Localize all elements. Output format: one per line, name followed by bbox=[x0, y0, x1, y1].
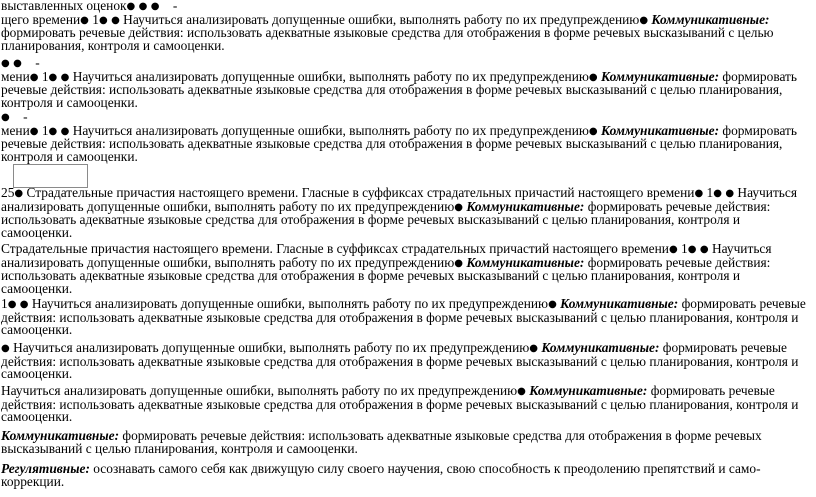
bullet-icon: ● bbox=[517, 386, 526, 397]
bullet-icon: ● bbox=[14, 188, 24, 199]
bullet-icon: ● bbox=[111, 14, 120, 26]
bullet-icon: ● bbox=[60, 71, 70, 83]
text-block-8 bbox=[1, 385, 812, 424]
number: 1 bbox=[92, 11, 99, 27]
learn-text: Научиться анализировать допущенные ошибки, выполнять работу по их предупреждению bbox=[1, 241, 772, 270]
bullet-icon: ● bbox=[713, 188, 722, 199]
line-text: щего времени bbox=[1, 11, 81, 27]
number: 1 bbox=[1, 296, 8, 311]
communicative-text: формировать речевые действия: использовать адекватные языковые средства для отображения в форме речевых высказываний с целью планирования, контроля и самооценки. bbox=[1, 25, 774, 53]
communicative-text: формировать речевые действия: использовать адекватные языковые средства для отображения в форме речевых высказываний с целью планирования, контроля и самооценки. bbox=[1, 68, 798, 110]
learn-text: Научиться анализировать допущенные ошибки, выполнять работу по их предупреждению bbox=[72, 68, 589, 84]
number: 1 bbox=[681, 241, 688, 256]
communicative-text: формировать речевые действия: использовать адекватные языковые средства для отображения в форме речевых высказываний с целью планирования, контроля и самооценки. bbox=[1, 254, 771, 296]
dash: - bbox=[35, 55, 40, 70]
lesson-topic: Страдательные причастия настоящего времени. Гласные в суффиксах страдательных причастий настоящего времени bbox=[26, 185, 695, 200]
communicative-text: формировать речевые действия: использовать адекватные языковые средства для отображения в форме речевых высказываний с целью планирования, контроля и самооценки. bbox=[1, 122, 798, 164]
bullet-icon: ● bbox=[126, 1, 136, 12]
regulatory-label: Регулятивные: bbox=[1, 461, 90, 476]
learn-text: Научиться анализировать допущенные ошибки, выполнять работу по их предупреждению bbox=[13, 340, 530, 355]
text-block-1 bbox=[1, 0, 812, 52]
bullet-icon: ● bbox=[668, 244, 678, 255]
line-text: выставленных оценок bbox=[1, 0, 127, 13]
bullet-icon: ● bbox=[694, 188, 704, 199]
bullet-icon: ● bbox=[699, 244, 709, 255]
dash: - bbox=[23, 109, 28, 124]
text-block-6 bbox=[1, 298, 812, 337]
bullet-icon: ● bbox=[60, 125, 70, 137]
bullet-icon: ● bbox=[639, 14, 649, 26]
communicative-text: формировать речевые действия: использовать адекватные языковые средства для отображения в форме речевых высказываний с целью планирования, контроля и самооценки. bbox=[1, 296, 806, 338]
communicative-label: Коммуникативные: bbox=[601, 68, 720, 84]
communicative-text: формировать речевые действия: использовать адекватные языковые средства для отображения в форме речевых высказываний с целью планирования, контроля и самооценки. bbox=[1, 198, 771, 240]
line-text: мени bbox=[1, 68, 30, 84]
bullet-icon: ● bbox=[150, 1, 160, 12]
lesson-topic: Страдательные причастия настоящего времени. Гласные в суффиксах страдательных причастий настоящего времени bbox=[1, 241, 669, 256]
text-block-7 bbox=[1, 342, 812, 381]
bullet-icon: ● bbox=[48, 125, 58, 137]
text-block-9 bbox=[1, 430, 812, 455]
bullet-icon: ● bbox=[29, 71, 39, 83]
bullet-icon: ● bbox=[454, 257, 463, 269]
bullet-icon: ● bbox=[1, 58, 10, 69]
communicative-text: формировать речевые действия: использовать адекватные языковые средства для отображения в форме речевых высказываний с целью планирования, контроля и самооценки. bbox=[1, 383, 799, 425]
lesson-number: 25 bbox=[1, 185, 15, 200]
bullet-icon: ● bbox=[588, 125, 598, 137]
bullet-icon: ● bbox=[529, 343, 538, 354]
learn-text: Научиться анализировать допущенные ошибки, выполнять работу по их предупреждению bbox=[1, 383, 518, 398]
communicative-label: Коммуникативные: bbox=[466, 254, 585, 270]
communicative-label: Коммуникативные: bbox=[601, 122, 720, 138]
text-block-10 bbox=[1, 463, 812, 488]
bullet-icon: ● bbox=[725, 188, 735, 199]
learn-text: Научиться анализировать допущенные ошибки, выполнять работу по их предупреждению bbox=[1, 185, 798, 214]
communicative-label: Коммуникативные: bbox=[466, 198, 585, 214]
bullet-icon: ● bbox=[1, 343, 10, 354]
communicative-label: Коммуникативные: bbox=[529, 383, 648, 398]
bullet-icon: ● bbox=[138, 1, 148, 12]
communicative-label: Коммуникативные: bbox=[1, 428, 120, 443]
regulatory-text: осознавать самого себя как движущую силу своего научения, свою способность к преодолению препятствий и само-коррекции. bbox=[1, 461, 761, 489]
communicative-text: формировать речевые действия: использовать адекватные языковые средства для отображения в форме речевых высказываний с целью планирования, контроля и самооценки. bbox=[1, 340, 799, 382]
number: 1 bbox=[706, 185, 714, 200]
bullet-icon: ● bbox=[19, 299, 29, 310]
bullet-icon: ● bbox=[588, 71, 598, 83]
bullet-icon: ● bbox=[98, 14, 108, 26]
bullet-icon: ● bbox=[454, 201, 463, 213]
dash: - bbox=[172, 0, 178, 13]
number: 1 bbox=[41, 68, 49, 84]
learn-text: Научиться анализировать допущенные ошибки, выполнять работу по их предупреждению bbox=[31, 296, 549, 311]
line-text: мени bbox=[1, 122, 30, 138]
learn-text: Научиться анализировать допущенные ошибки, выполнять работу по их предупреждению bbox=[72, 122, 589, 138]
communicative-label: Коммуникативные: bbox=[560, 296, 679, 311]
bullet-icon: ● bbox=[29, 125, 39, 137]
bullet-icon: ● bbox=[687, 244, 697, 255]
bullet-icon: ● bbox=[48, 71, 58, 83]
communicative-label: Коммуникативные: bbox=[541, 340, 660, 355]
bullet-icon: ● bbox=[1, 112, 10, 123]
bullet-icon: ● bbox=[80, 14, 89, 26]
bullet-icon: ● bbox=[548, 299, 557, 310]
bullet-icon: ● bbox=[7, 299, 17, 310]
text-block-5 bbox=[1, 243, 812, 295]
bullet-icon: ● bbox=[13, 58, 22, 69]
text-block-4 bbox=[1, 187, 812, 239]
text-block-3 bbox=[1, 111, 812, 163]
text-block-2 bbox=[1, 57, 812, 109]
communicative-label: Коммуникативные: bbox=[651, 11, 770, 27]
communicative-text: формировать речевые действия: использовать адекватные языковые средства для отображения в форме речевых высказываний с целью планирования, контроля и самооценки. bbox=[1, 428, 762, 456]
number: 1 bbox=[41, 122, 49, 138]
learn-text: Научиться анализировать допущенные ошибки, выполнять работу по их предупреждению bbox=[123, 11, 640, 27]
